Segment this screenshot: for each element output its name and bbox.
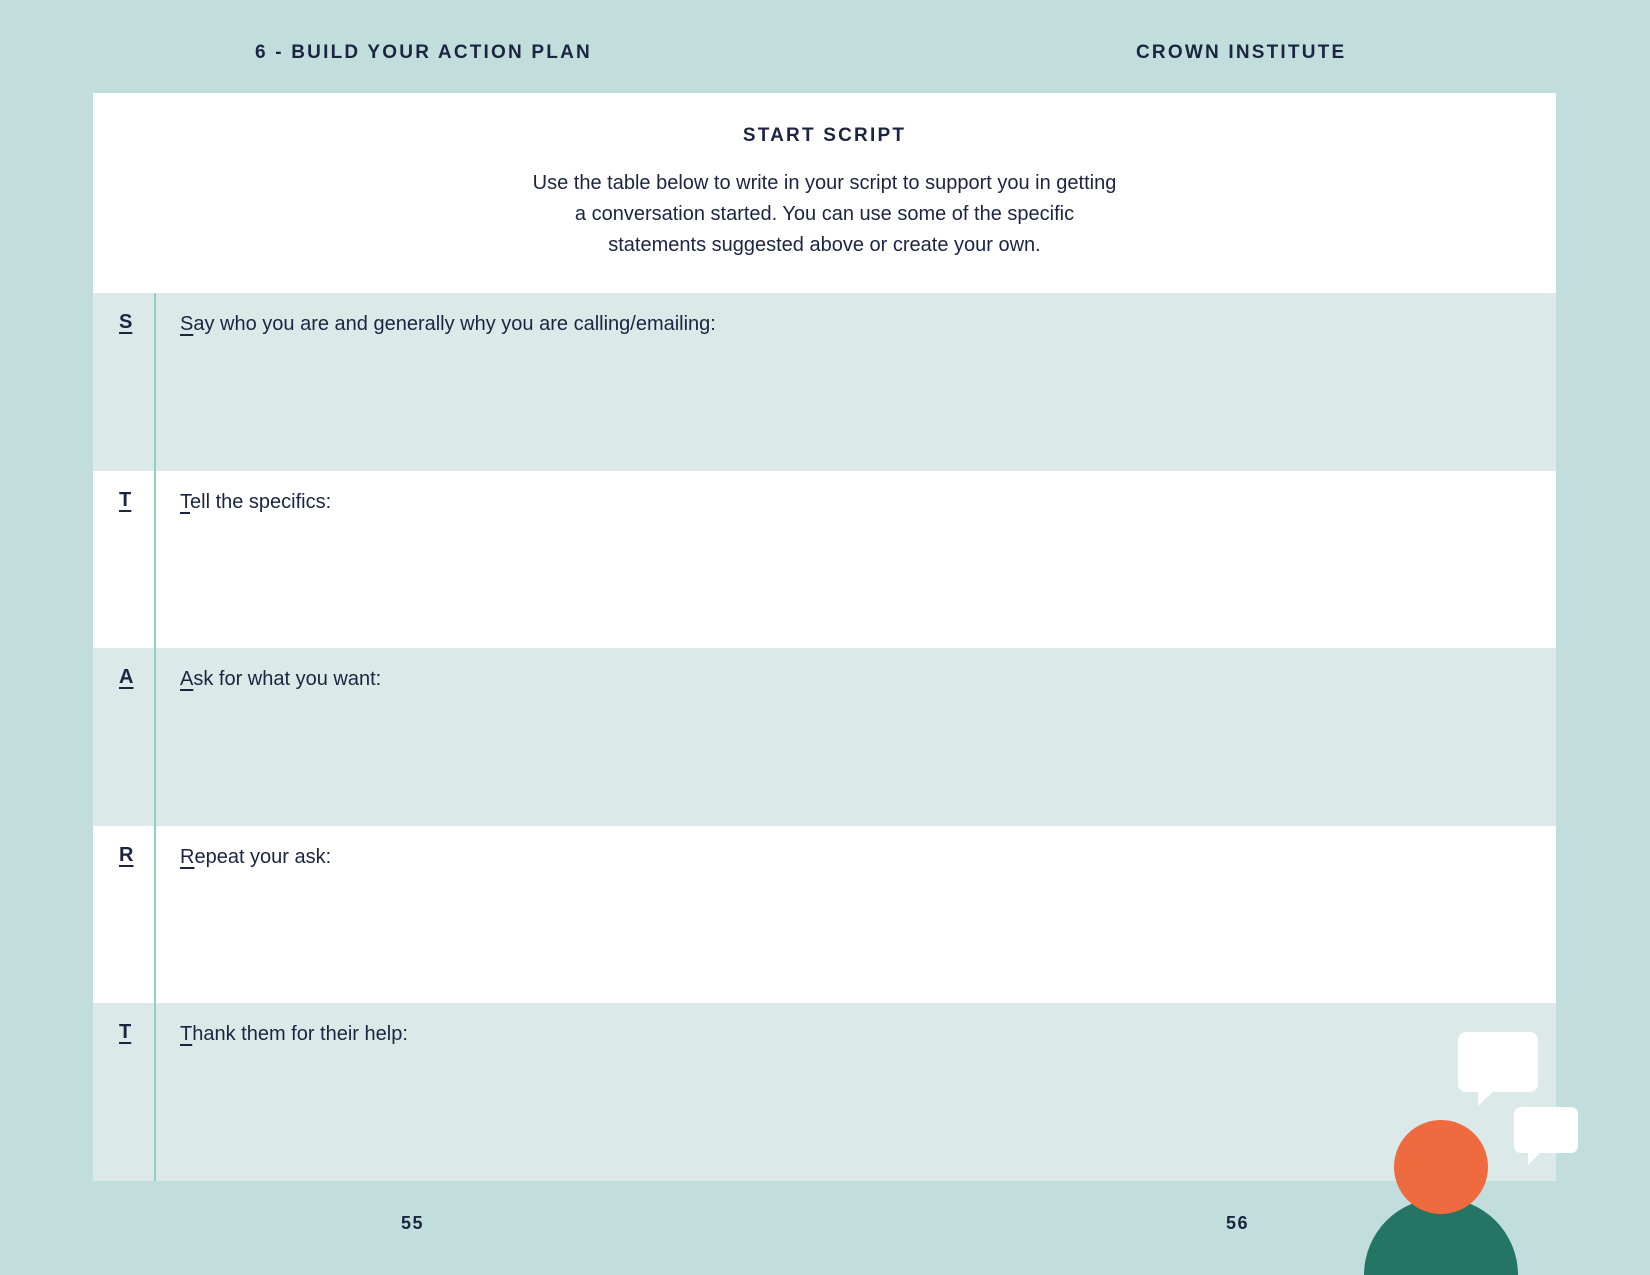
- page-number-left: 55: [401, 1213, 425, 1233]
- intro-block: [93, 93, 1556, 293]
- script-row-say[interactable]: [93, 293, 1556, 471]
- script-row-repeat[interactable]: [93, 826, 1556, 1004]
- row-prompt-rest: epeat your ask:: [194, 845, 332, 868]
- script-row-thank[interactable]: [93, 1003, 1556, 1181]
- row-prompt-initial: T: [180, 490, 190, 513]
- row-prompt-rest: sk for what you want:: [193, 668, 382, 691]
- worksheet-instructions: Use the table below to write in your script to support you in getting a conversation started. You can use some of the specific statements suggested above or create your own.: [532, 172, 1117, 256]
- row-letter: T: [119, 1021, 132, 1044]
- organization-header: CROWN INSTITUTE: [1136, 42, 1347, 63]
- page-number-right: 56: [1226, 1213, 1250, 1233]
- person-with-speech-bubbles-icon: [1340, 1020, 1600, 1275]
- start-script-worksheet: [93, 93, 1556, 1181]
- row-prompt-initial: R: [180, 845, 195, 868]
- row-prompt-rest: hank them for their help:: [192, 1023, 408, 1046]
- row-prompt-rest: ell the specifics:: [190, 490, 332, 513]
- row-prompt: [180, 1021, 408, 1047]
- row-prompt: [180, 489, 331, 515]
- row-prompt: [180, 311, 716, 337]
- row-letter: R: [119, 843, 134, 866]
- speech-bubble-large-icon: [1458, 1032, 1538, 1106]
- worksheet-title: START SCRIPT: [742, 125, 907, 146]
- row-prompt-initial: T: [180, 1023, 193, 1046]
- row-prompt-initial: S: [180, 313, 194, 335]
- row-prompt: [180, 844, 331, 870]
- row-letter: A: [119, 666, 134, 689]
- row-prompt-rest: ay who you are and generally why you are calling/emailing:: [193, 313, 716, 335]
- script-row-ask[interactable]: [93, 648, 1556, 826]
- section-header: 6 - BUILD YOUR ACTION PLAN: [255, 42, 592, 63]
- column-divider: [154, 293, 156, 1181]
- script-row-tell[interactable]: [93, 471, 1556, 649]
- row-prompt: [180, 666, 381, 692]
- row-prompt-initial: A: [180, 668, 194, 691]
- row-letter: T: [119, 488, 132, 511]
- script-table: [93, 293, 1556, 1181]
- row-letter: S: [119, 311, 133, 333]
- person-head-icon: [1394, 1120, 1488, 1214]
- speech-bubble-small-icon: [1514, 1107, 1578, 1165]
